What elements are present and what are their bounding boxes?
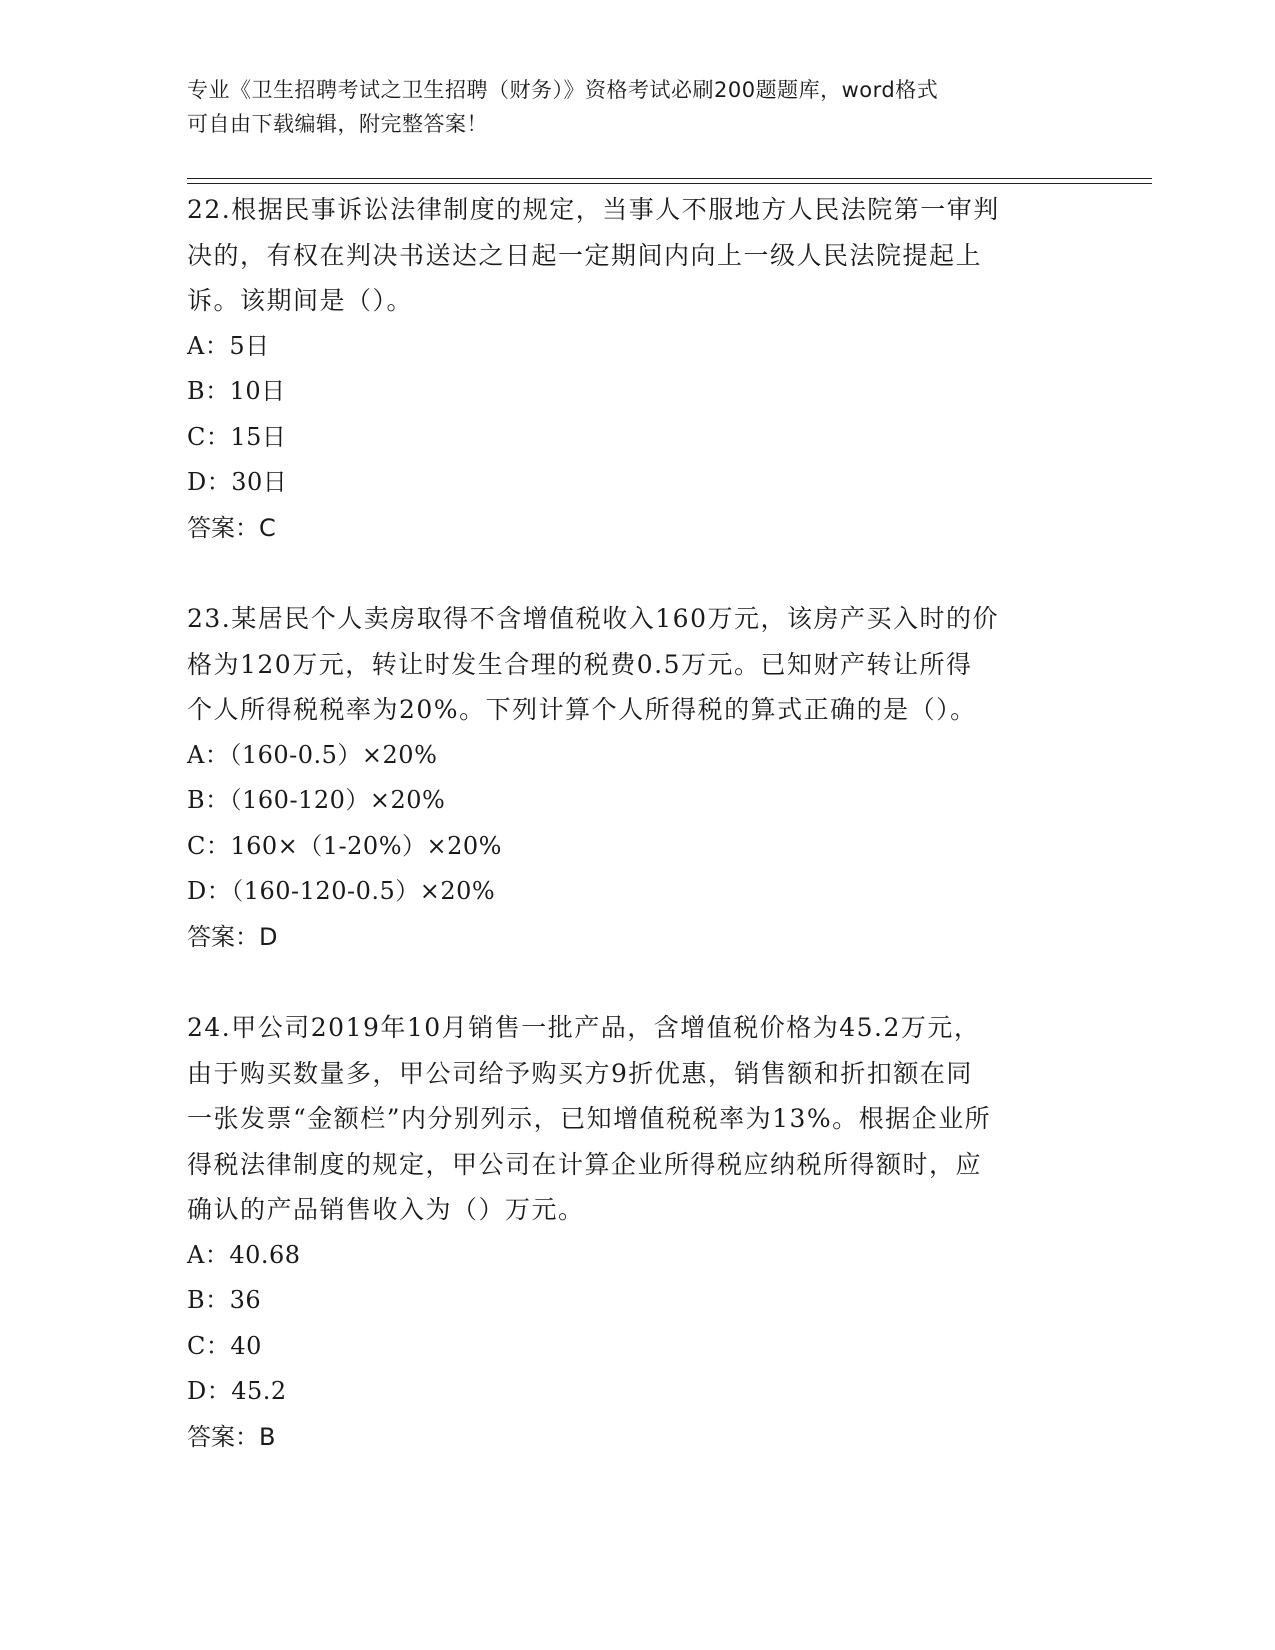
question-stem-line: 得税法律制度的规定，甲公司在计算企业所得税应纳税所得额时，应 [187, 1149, 983, 1179]
option-b: B：10日 [187, 377, 286, 405]
option-d: D：45.2 [187, 1377, 287, 1405]
option-a: A：5日 [187, 331, 270, 360]
question-stem-line: 23.某居民个人卖房取得不含增值税收入160万元，该房产买入时的价 [187, 604, 999, 633]
question-stem-line: 决的，有权在判决书送达之日起一定期间内向上一级人民法院提起上 [187, 240, 983, 270]
option-c: C：40 [187, 1331, 262, 1360]
question-stem-line: 格为120万元，转让时发生合理的税费0.5万元。已知财产转让所得 [187, 649, 973, 679]
option-c: C：15日 [187, 422, 287, 451]
header-divider-bottom [187, 183, 1152, 184]
question-24 [187, 1005, 1087, 1460]
question-23 [187, 596, 1087, 960]
question-stem-line: 由于购买数量多，甲公司给予购买方9折优惠，销售额和折扣额在同 [187, 1058, 973, 1088]
header-line-1: 专业《卫生招聘考试之卫生招聘（财务）》资格考试必刷200题题库，word格式 [187, 78, 939, 102]
question-stem-line: 诉。该期间是（）。 [187, 286, 414, 315]
question-stem-line: 22.根据民事诉讼法律制度的规定，当事人不服地方人民法院第一审判 [187, 195, 1000, 224]
option-c: C：160×（1-20%）×20% [187, 831, 502, 860]
question-22 [187, 187, 1087, 551]
option-a: A：（160-0.5）×20% [187, 740, 438, 769]
answer-label: 答案：C [187, 513, 276, 542]
question-stem-line: 24.甲公司2019年10月销售一批产品，含增值税价格为45.2万元， [187, 1013, 981, 1042]
answer-label: 答案：D [187, 922, 278, 951]
question-stem-line: 确认的产品销售收入为（）万元。 [187, 1195, 585, 1224]
header-line-2: 可自由下载编辑，附完整答案！ [187, 112, 488, 136]
option-a: A：40.68 [187, 1240, 301, 1269]
document-header [187, 73, 1077, 141]
header-divider-top [187, 178, 1152, 179]
option-b: B：（160-120）×20% [187, 786, 446, 814]
option-d: D：（160-120-0.5）×20% [187, 877, 496, 905]
question-stem-line: 个人所得税税率为20%。下列计算个人所得税的算式正确的是（）。 [187, 695, 977, 724]
option-d: D：30日 [187, 468, 288, 496]
question-stem-line: 一张发票“金额栏”内分别列示，已知增值税税率为13%。根据企业所 [187, 1104, 992, 1133]
option-b: B：36 [187, 1286, 262, 1314]
answer-label: 答案：B [187, 1422, 276, 1451]
